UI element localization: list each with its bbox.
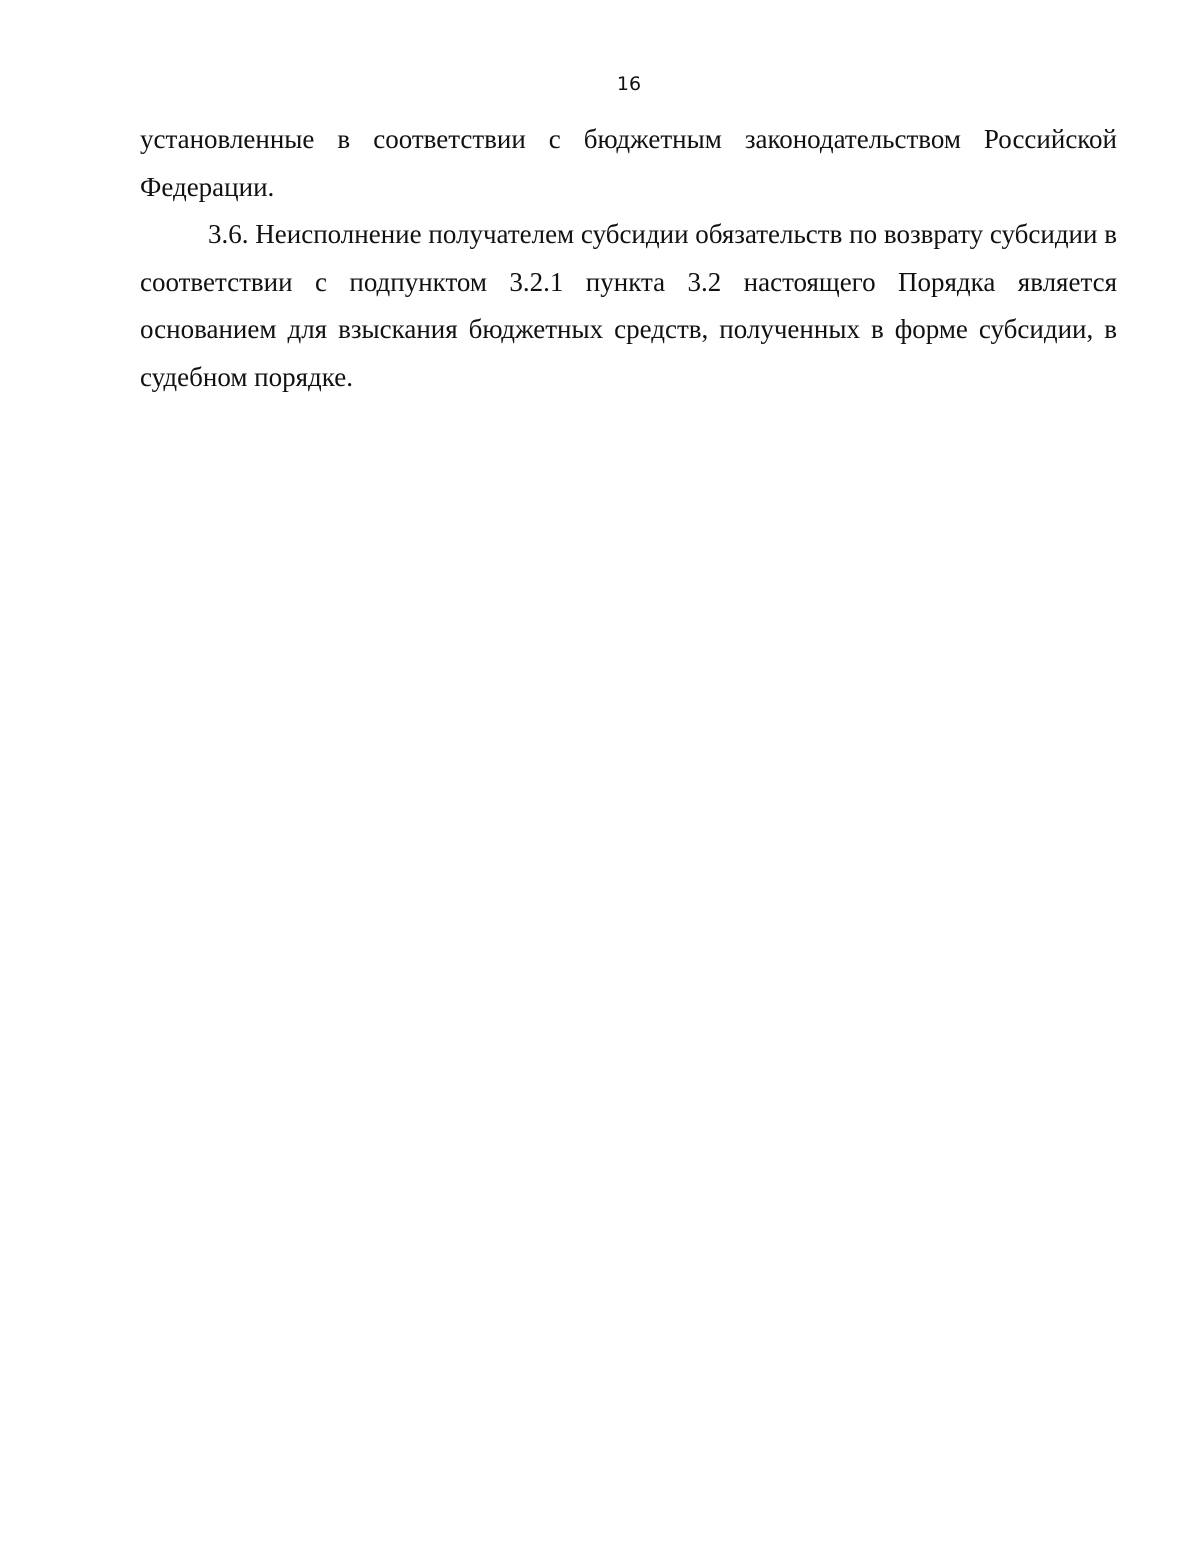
- document-body: [140, 116, 1117, 401]
- paragraph-3-6: 3.6. Неисполнение получателем субсидии обязательств по возврату субсидии в соответствии с подпунктом 3.2.1 пункта 3.2 настоящего Порядка является основанием для взыскания бюджетных средств, полученных в форме субсидии, в судебном порядке.: [140, 219, 1117, 392]
- page-number: 16: [616, 73, 642, 95]
- paragraph-continuation: установленные в соответствии с бюджетным законодательством Российской Федерации.: [140, 124, 1117, 202]
